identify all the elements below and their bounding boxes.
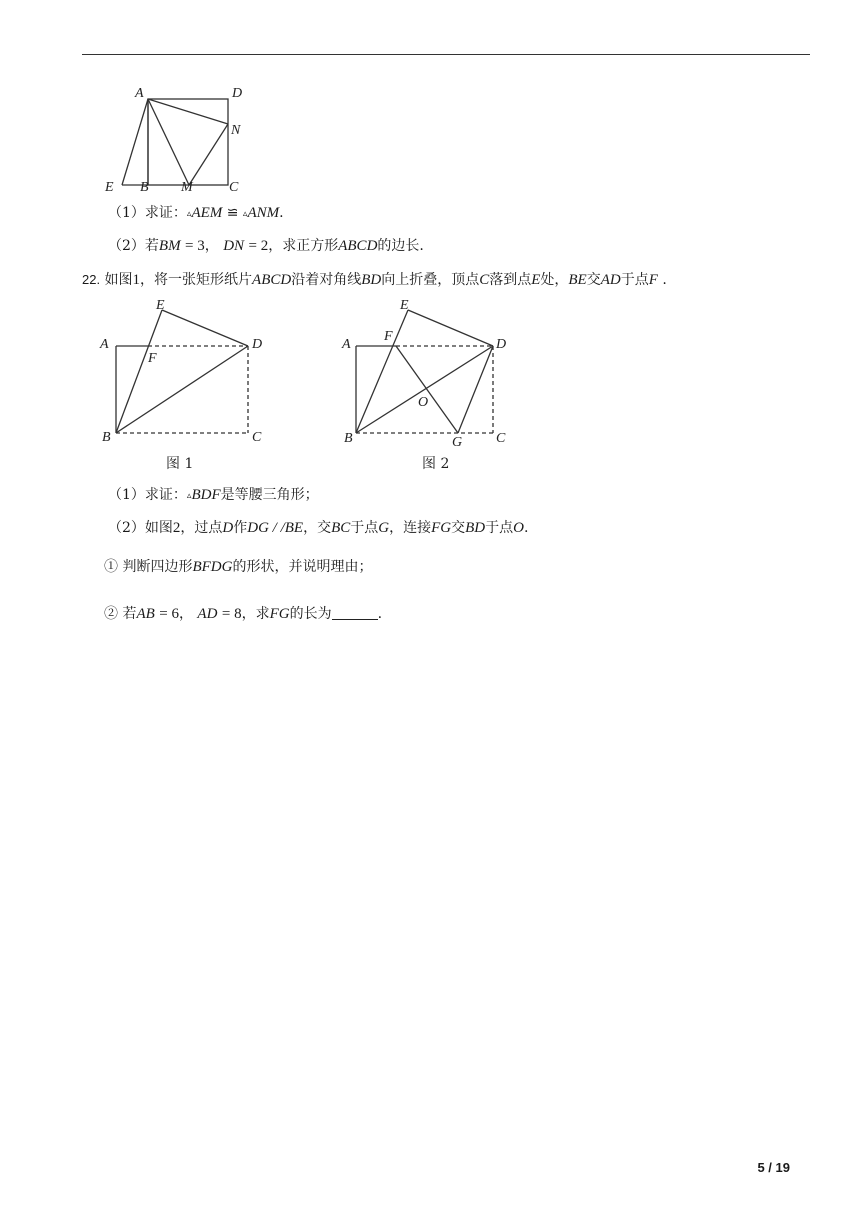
q22-part2: （2）如图2，过点D作DG / /BE，交BC于点G，连接FG交BD于点O.	[108, 520, 529, 536]
segment-fg	[396, 346, 458, 433]
label-e: E	[156, 298, 165, 313]
page-number: 5 / 19	[757, 1160, 790, 1175]
label-a: A	[342, 337, 351, 352]
label-f: F	[384, 329, 393, 344]
label-m: M	[181, 180, 193, 195]
label-d: D	[496, 337, 507, 352]
segment-bd	[356, 346, 493, 433]
label-b: B	[140, 180, 149, 195]
segment-mn	[189, 124, 228, 185]
label-c: C	[229, 180, 239, 195]
label-o: O	[418, 395, 429, 410]
segment-be	[356, 310, 408, 433]
q21-part1: （1）求证：▵AEM ≌ ▵ANM.	[108, 205, 284, 221]
q22-part1: （1）求证：▵BDF是等腰三角形；	[108, 487, 319, 503]
label-a: A	[135, 86, 144, 101]
label-e: E	[400, 298, 409, 313]
label-d: D	[232, 86, 243, 101]
figure-square-abcd	[100, 82, 260, 196]
segment-an	[148, 99, 228, 124]
label-e: E	[105, 180, 114, 195]
q22-sub2: ② 若AB = 6， AD = 8，求FG的长为 .	[104, 606, 383, 622]
label-g: G	[452, 435, 463, 450]
label-c: C	[496, 431, 506, 446]
label-a: A	[100, 337, 109, 352]
label-c: C	[252, 430, 262, 445]
caption-fig1: 图 1	[166, 456, 194, 472]
q21-part2: （2）若BM = 3， DN = 2，求正方形ABCD的边长.	[108, 238, 424, 254]
segment-ed	[408, 310, 493, 346]
segment-be	[116, 310, 162, 433]
figure-2	[338, 296, 513, 476]
caption-fig2: 图 2	[422, 456, 450, 472]
segment-ea	[122, 99, 148, 185]
header-rule	[82, 54, 810, 55]
segment-am	[148, 99, 189, 185]
figure-1	[98, 296, 273, 476]
answer-blank	[332, 605, 378, 620]
label-b: B	[102, 430, 111, 445]
segment-bd	[116, 346, 248, 433]
label-f: F	[148, 351, 157, 366]
label-b: B	[344, 431, 353, 446]
segment-dg	[458, 346, 493, 433]
q22-intro: 22. 如图1，将一张矩形纸片ABCD沿着对角线BD向上折叠，顶点C落到点E处，BE交AD于点F .	[82, 272, 667, 288]
label-n: N	[231, 123, 241, 138]
label-d: D	[252, 337, 263, 352]
q22-sub1: ① 判断四边形BFDG的形状，并说明理由；	[104, 559, 373, 575]
segment-ed	[162, 310, 248, 346]
